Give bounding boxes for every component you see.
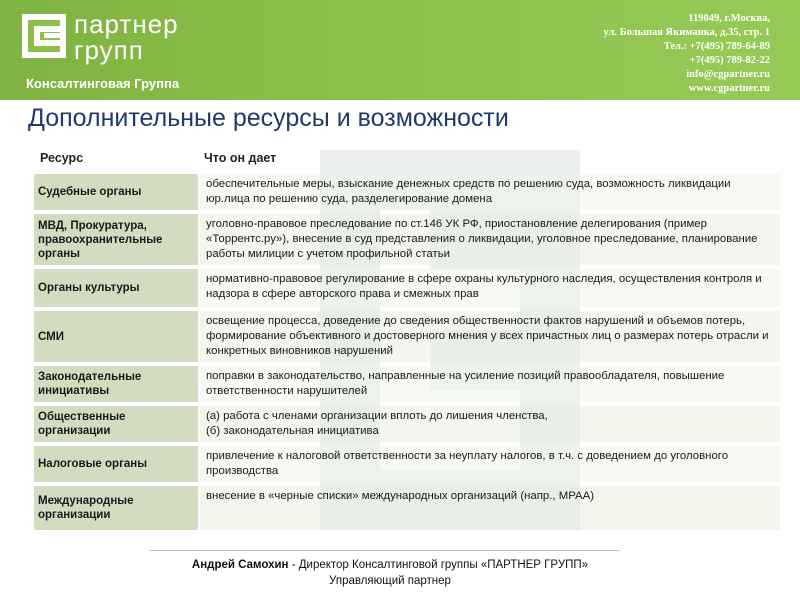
logo-line-1: партнер <box>74 9 179 39</box>
table-body <box>34 174 780 530</box>
header-what-it-gives: Что он дает <box>204 151 277 165</box>
benefit-cell: привлечение к налоговой ответственности за неуплату налогов, в т.ч. с доведением до уголовного производства <box>198 446 780 482</box>
table-row <box>34 174 780 210</box>
resources-table <box>34 146 780 530</box>
resource-cell: Общественные организации <box>34 406 198 442</box>
logo-icon <box>22 14 66 58</box>
table-header <box>34 146 780 170</box>
benefit-cell: поправки в законодательство, направленные на усиление позиций правообладателя, повышение ответственности нарушителей <box>198 366 780 402</box>
author-role: - Директор Консалтинговой группы «ПАРТНЕР ГРУПП» <box>288 559 589 571</box>
resource-cell: СМИ <box>34 311 198 362</box>
resource-cell: Налоговые органы <box>34 446 198 482</box>
resource-cell: Органы культуры <box>34 269 198 307</box>
logo-subtitle: Консалтинговая Группа <box>26 76 180 91</box>
logo-wordmark <box>74 11 179 63</box>
phone-2: +7(495) 789-82-22 <box>689 55 770 66</box>
author-name: Андрей Самохин <box>191 559 289 571</box>
website-link[interactable]: www.cgpartner.ru <box>688 83 770 94</box>
benefit-cell: нормативно-правовое регулирование в сфере охраны культурного наследия, осуществления контроля и надзора в сфере авторского права и смежных прав <box>198 269 780 307</box>
benefit-cell: освещение процесса, доведение до сведения общественности фактов нарушений и объемов потерь, формирование объективного и достоверного мнения у всех причастных лиц о размерах потерь отрасли и конкретных виновников нарушений <box>198 311 780 362</box>
resource-cell: Законодательные инициативы <box>34 366 198 402</box>
address-line-2: ул. Большая Якиманка, д.35, стр. 1 <box>603 27 770 38</box>
header-resource: Ресурс <box>40 151 84 165</box>
table-row <box>34 311 780 362</box>
phone-1: Тел.: +7(495) 789-64-89 <box>663 41 770 52</box>
table-row <box>34 406 780 442</box>
footer <box>150 557 630 589</box>
table-row <box>34 214 780 265</box>
header-band <box>0 0 800 100</box>
resource-cell: Международные организации <box>34 486 198 530</box>
email-link[interactable]: info@cgpartner.ru <box>686 69 770 80</box>
address-line-1: 119049, г.Москва, <box>688 13 770 24</box>
table-row <box>34 486 780 530</box>
contacts-block <box>604 12 770 96</box>
resource-cell: МВД, Прокуратура, правоохранительные органы <box>34 214 198 265</box>
benefit-cell: внесение в «черные списки» международных организаций (напр., МРАА) <box>198 486 780 530</box>
page-title: Дополнительные ресурсы и возможности <box>28 104 509 132</box>
logo-line-2: групп <box>74 35 144 65</box>
table-row <box>34 446 780 482</box>
benefit-cell: уголовно-правовое преследование по ст.146 УК РФ, приостановление делегирования (пример «Торрентс.ру»), внесение в суд представления о ликвидации, уголовное преследование, планирование работы милиции с учетом профильной статьи <box>198 214 780 265</box>
table-row <box>34 366 780 402</box>
benefit-cell: (а) работа с членами организации вплоть до лишения членства, (б) законодательная инициатива <box>198 406 780 442</box>
footer-divider <box>150 550 620 551</box>
table-row <box>34 269 780 307</box>
author-position: Управляющий партнер <box>329 575 451 587</box>
resource-cell: Судебные органы <box>34 174 198 210</box>
benefit-cell: обеспечительные меры, взыскание денежных средств по решению суда, возможность ликвидации юр.лица по решению суда, разделегирование домена <box>198 174 780 210</box>
